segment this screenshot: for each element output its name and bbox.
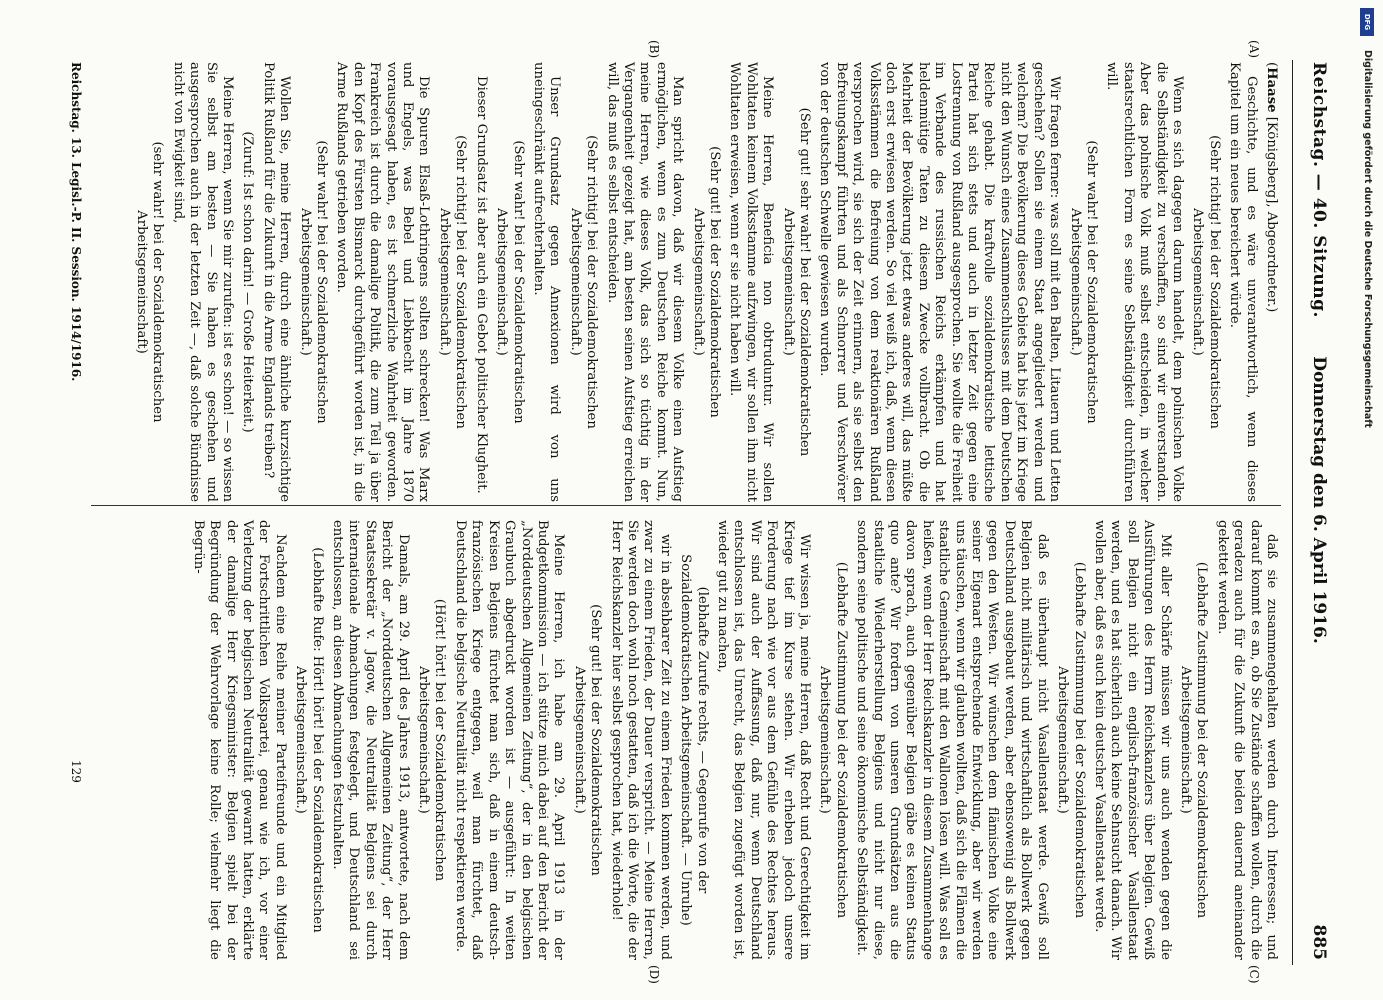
reaction-note: (Sehr richtig! bei der Sozialdemokratischen Arbeitsgemeinschaft.) xyxy=(436,135,469,429)
reaction-note: (Sehr gut! sehr wahr! bei der Sozialdemokratischen Arbeitsgemeinschaft.) xyxy=(780,107,813,457)
running-header-date: Donnerstag den 6. April 1916. xyxy=(1309,356,1329,644)
margin-marker-a: (A) xyxy=(1247,40,1261,59)
footer-session-line: Reichstag. 13. Legisl.-P. II. Session. 1914/1916. xyxy=(69,62,83,382)
page-number: 885 xyxy=(1309,924,1329,960)
speech-paragraph: Wir fragen ferner: was soll mit den Balten, Litauern und Letten geschehen? Sollen sie einem Staat angegliedert werden und welchem? Die Bevölkerung dieses Gebiets hat bis jetzt im Kriege nicht den Wunsch eines Zusammenschlusses mit dem Deutschen Reiche gehabt. Die kraftvolle sozialdemokratische lettische Partei hat sich stets und auch in letzter Zeit gegen eine Lostrennung von Rußland ausgesprochen. Sie wollte die Freiheit im Verbande des russischen Reichs erkämpfen und hat heldenmütige Taten zu diesem Zwecke vollbracht. Ob die Mehrheit der Bevölkerung jetzt etwas anderes will, das müßte doch erst erwiesen werden. So viel weiß ich, daß, wenn diesen Volksstämmen die Befreiung von dem reaktionären Rußland versprochen wird, sie sich der Zeit erinnern, als sie selbst den Befreiungskampf führten und als Schnorrer und Verschwörer von der deutschen Schwelle gewiesen wurden. xyxy=(817,62,1063,502)
reaction-note: (Sehr richtig! bei der Sozialdemokratischen Arbeitsgemeinschaft.) xyxy=(567,135,600,429)
reaction-note: (Sehr gut! bei der Sozialdemokratischen Arbeitsgemeinschaft.) xyxy=(690,146,722,418)
speech-paragraph: Man spricht davon, daß wir diesem Volke einen Aufstieg ermöglichen, wenn es zum Deutschen Reiche kommt. Nun, meine Herren, wie dieses Volk, das sich so tüchtig in der Vergangenheit gezeigt hat, am besten seinen Aufstieg erreichen will, das muß es selbst entscheiden. xyxy=(604,62,686,502)
running-header-left: Reichstag. — 40. Sitzung. xyxy=(1309,62,1329,318)
speech-paragraph: wir in absehbarer Zeit zu einem Frieden kommen werden, und zwar zu einem Frieden, der Dauer verspricht. — Meine Herren, Sie werden doch wohl noch gestatten, daß ich die Worte, die der Herr Reichskanzler hier selbst gesprochen hat, wiederhole! xyxy=(608,520,673,960)
speech-paragraph: Geschichte, und es wäre unverantwortlich, wenn dieses Kapitel um ein neues bereichert würde. xyxy=(1227,62,1259,502)
speech-paragraph: Nachdem eine Reihe meiner Parteifreunde und ein Mitglied der Fortschrittlichen Volkspartei, genau wie ich, vor einer Verletzung der belgischen Neutralität gewarnt hatten, erklärte der damalige Herr Kriegsminister: Belgien spielt bei der Begründung der Wehrvorlage keine Rolle; vielmehr liegt die Begrün- xyxy=(190,520,288,960)
credit-text: Digitalisierung gefördert durch die Deutsche Forschungsgemeinschaft xyxy=(1362,50,1373,428)
speech-paragraph: Wenn es sich dagegen darum handelt, dem polnischen Volke die Selbständigkeit zu verschaffen, so sind wir einverstanden. Aber das polnische Volk muß selbst entscheiden, in welcher staatsrechtlichen Form es seine Selbständigkeit durchführen will. xyxy=(1104,62,1185,502)
reaction-note: (Lebhafte Zustimmung bei der Sozialdemokratischen Arbeitsgemeinschaft.) xyxy=(1055,561,1087,919)
speech-paragraph: Meine Herren, wenn Sie mir zurufen: ist es schon! — so wissen Sie selbst am besten — Sie haben es geschehen und ausgesprochen auch in der letzten Zeit —, daß solche Bündnisse nicht von Ewigkeit sind, xyxy=(170,62,236,502)
speech-paragraph: daß es überhaupt nicht Vasallenstaat werde. Gewiß soll Belgien nicht militärisch und wirtschaftlich als Bollwerk gegen Deutschland ausgebaut werden, aber ebensowenig als Bollwerk gegen den Westen. Wir wünschen dem flämischen Volke eine seiner Eigenart entsprechende Entwicklung, aber wir werden uns täuschen, wenn wir glauben wollten, daß sich die Flämen die staatliche Gemeinschaft mit den Wallonen lösen will. Was soll es heißen, wenn der Herr Reichskanzler in diesem Zusammenhange davon sprach, auch gegenüber Belgien gäbe es keinen Status quo ante? Wir fordern von unseren Grundsätzen aus die staatliche Wiederherstellung Belgiens und nicht nur diese, sondern seine politische und seine ökonomische Selbständigkeit. xyxy=(854,520,1050,960)
reaction-note: (Sehr wahr! bei der Sozialdemokratischen Arbeitsgemeinschaft.) xyxy=(297,140,330,424)
left-paragraphs xyxy=(133,62,1259,502)
reaction-note: (Zuruf: Ist schon darin! — Große Heiterkeit.) xyxy=(240,131,256,433)
speech-paragraph: Meine Herren, Beneficia non obtruduntur. Wir sollen Wohltaten keinem Volksstamme aufzwingen, wir sollen ihm nicht Wohltaten erweisen, wenn er sie nicht haben will. xyxy=(727,62,776,502)
reaction-note: (Sehr gut! bei der Sozialdemokratischen Arbeitsgemeinschaft.) xyxy=(571,604,604,876)
speaker-line: (Haase [Königsberg], Abgeordneter.) xyxy=(1264,62,1279,313)
reaction-note: (lebhafte Zurufe rechts, — Gegenrufe von der Sozialdemokratischen Arbeitsgemeinschaft. — Unruhe) xyxy=(678,554,710,926)
reaction-note: (Lebhafte Rufe: Hört! hört! bei der Sozialdemokratischen Arbeitsgemeinschaft.) xyxy=(293,547,325,933)
speaker-note: [Königsberg], Abgeordneter.) xyxy=(1264,116,1279,313)
speech-paragraph: Dieser Grundsatz ist aber auch ein Gebot politischer Klugheit. xyxy=(473,76,489,494)
document-page xyxy=(31,0,1351,1000)
speech-paragraph: Damals, am 29. April des Jahres 1913, antwortete, nach dem Bericht der „Norddeutschen Allgemeinen Zeitung“, der Herr Staatssekretär v. Jagow, die Neutralität Belgiens sei durch internationale Abmachungen festgelegt, und Deutschland sei entschlossen, an diesen Abmachungen festzuhalten. xyxy=(330,520,411,960)
speech-paragraph: daß sie zusammengehalten werden durch Interessen; und darauf kommt es an, ob Sie Zustände schaffen wollen, durch die geradezu auch für die Zukunft die beiden dauernd aneinander gekettet werden. xyxy=(1214,520,1279,960)
right-text-column xyxy=(185,520,1279,960)
reaction-note: (sehr wahr! bei der Sozialdemokratischen Arbeitsgemeinschaft) xyxy=(134,141,166,423)
speaker-name: Haase xyxy=(1264,67,1279,113)
right-paragraphs xyxy=(189,520,1279,960)
column-divider xyxy=(91,505,1281,506)
reaction-note: (Lebhafte Zustimmung bei der Sozialdemokratischen Arbeitsgemeinschaft.) xyxy=(1177,561,1210,919)
speech-paragraph: Wollen Sie, meine Herren, durch eine ähnliche kurzsichtige Politik Rußland für die Zukunft in die Arme Englands treiben? xyxy=(260,62,293,502)
speech-paragraph: Mit aller Schärfe müssen wir uns auch wenden gegen die Ausführungen des Herrn Reichskanzlers über Belgien. Gewiß soll Belgien nicht ein englisch-französischer Vasallenstaat werden, und es hat sicherlich auch keine Sehnsucht danach. Wir wollen aber, daß es auch kein deutscher Vasallenstaat werde. xyxy=(1091,520,1173,960)
reaction-note: (Sehr wahr! bei der Sozialdemokratischen Arbeitsgemeinschaft.) xyxy=(494,140,526,424)
dfg-logo-text: DFG xyxy=(1363,13,1371,31)
header-rule xyxy=(1292,60,1293,965)
speech-paragraph: Die Spuren Elsaß-Lothringens sollten schrecken! Was Marx und Engels, was Bebel und Liebknecht im Jahre 1870 vorausgesagt haben, es ist schmerzliche Wahrheit geworden. Frankreich ist durch die damalige Politik, die zum Teil ja über den Kopf des Fürsten Bismarck durchgeführt worden ist, in die Arme Rußlands getrieben worden. xyxy=(334,62,432,502)
speech-paragraph: Meine Herren, ich habe am 29. April 1913 in der Budgetkommission — ich stütze mich dabei auf den Bericht der „Norddeutschen Allgemeinen Zeitung“, der in den belgischen Graubuch abgedruckt worden ist — ausgeführt: In weiten Kreisen Belgiens fürchtet man sich, daß in einem deutsch-französischen Kriege entgegen, weil man fürchtet, daß Deutschland die belgische Neutralität nicht respektieren werde. xyxy=(452,520,567,960)
margin-marker-b: (B) xyxy=(647,40,661,59)
footer-signature: 129 xyxy=(69,760,83,783)
reaction-note: (Sehr richtig! bei der Sozialdemokratischen Arbeitsgemeinschaft.) xyxy=(1190,135,1222,429)
left-text-column xyxy=(129,62,1279,502)
reaction-note: (Hört! hört! bei der Sozialdemokratischen Arbeitsgemeinschaft.) xyxy=(416,598,448,882)
margin-marker-d: (D) xyxy=(647,965,661,984)
reaction-note: (Lebhafte Zustimmung bei der Sozialdemokratischen Arbeitsgemeinschaft.) xyxy=(817,561,849,919)
margin-marker-c: (C) xyxy=(1247,965,1261,984)
speech-paragraph: Unser Grundsatz gegen Annexionen wird von uns uneingeschränkt aufrechterhalten. xyxy=(530,62,563,502)
dfg-logo xyxy=(1360,8,1374,36)
reaction-note: (Sehr wahr! bei der Sozialdemokratischen Arbeitsgemeinschaft.) xyxy=(1067,140,1099,424)
speech-paragraph: Wir wissen ja, meine Herren, daß Recht und Gerechtigkeit im Kriege tief im Kurse stehen. Wir erheben jedoch unsere Forderung nach wie vor aus dem Gefühle des Rechtes heraus. Wir sind auch der Auffassung, daß nur, wenn Deutschland entschlossen ist, das Unrecht, das Belgien zugefügt worden ist, wieder gut zu machen, xyxy=(715,520,813,960)
digitization-credit xyxy=(1359,10,1375,990)
